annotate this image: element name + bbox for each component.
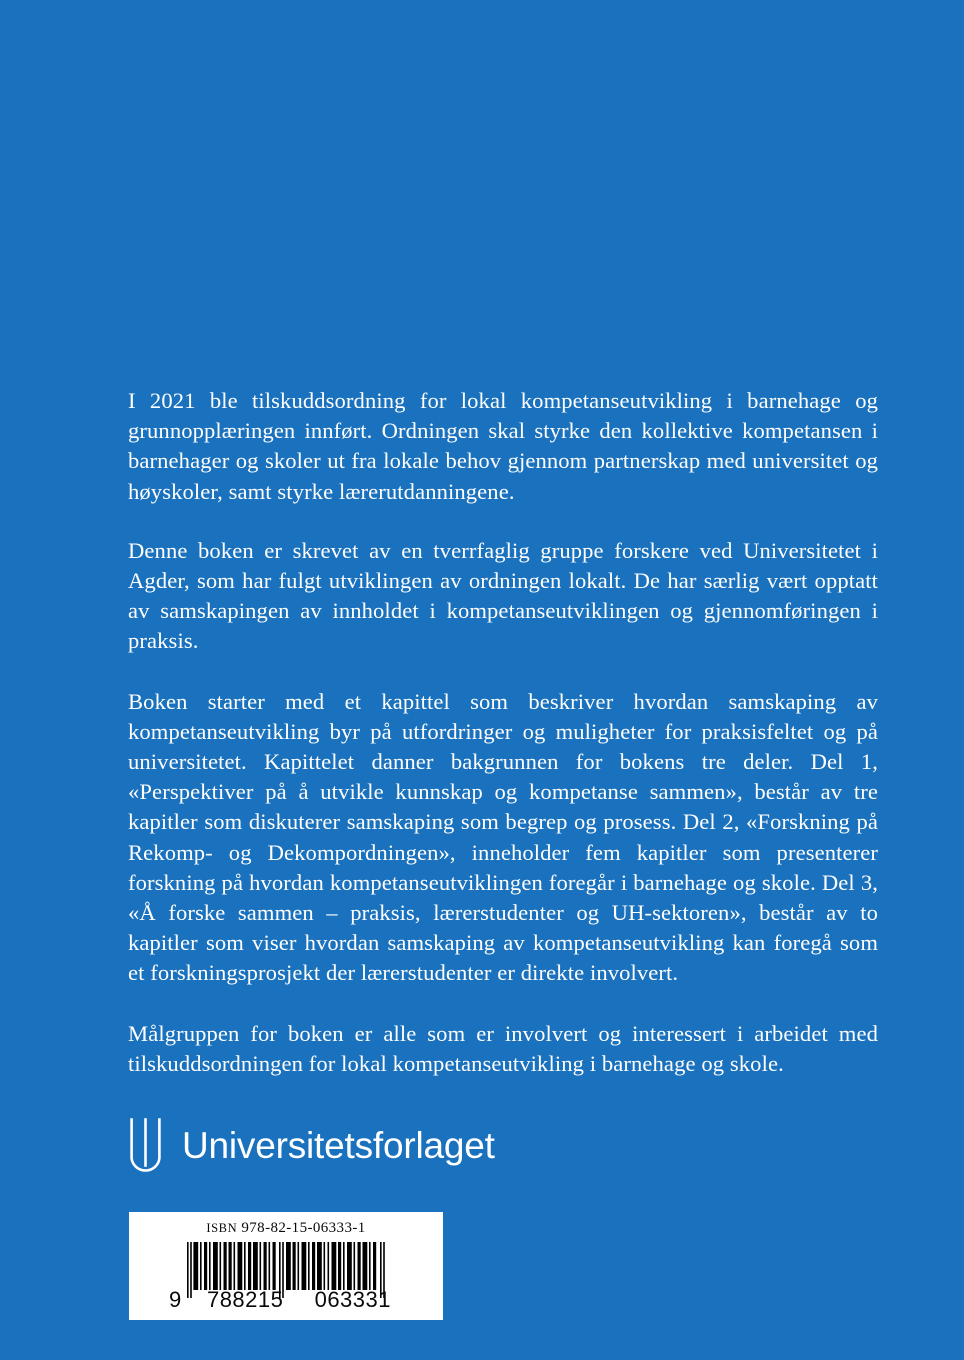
universitetsforlaget-u-mark-icon <box>129 1118 162 1172</box>
blurb-paragraph-audience: Målgruppen for boken er alle som er involvert og interessert i arbeidet med tilskuddsordningen for lokal kompetanseutvikling i barnehage og skole. <box>128 1020 878 1076</box>
publisher-logo <box>129 1118 495 1172</box>
barcode-digit-lead: 9 <box>169 1287 182 1312</box>
publisher-name: Universitetsforlaget <box>182 1124 495 1166</box>
isbn-line <box>129 1220 443 1237</box>
isbn-label: ISBN <box>206 1221 238 1235</box>
blurb-paragraph-structure: Boken starter med et kapittel som beskriver hvordan samskaping av kompetanseutvikling byr på utfordringer og muligheter for praksisfeltet og på universitetet. Kapittelet danner bakgrunnen for bokens tre deler. Del 1, «Perspektiver på å utvikle kunnskap og kompetanse sammen», består av tre kapitler som diskuterer samskaping som begrep og prosess. Del 2, «Forskning på Rekomp- og Dekompordningen», inneholder fem kapitler som presenterer forskning på hvordan kompetanseutviklingen foregår i barnehage og skole. Del 3, «Å forske sammen – praksis, lærerstudenter og UH-sektoren», består av to kapitler som viser hvordan samskaping av kompetanseutvikling kan foregå som et forskningsprosjekt der lærerstudenter er direkte involvert. <box>128 688 878 986</box>
barcode-block <box>129 1212 443 1320</box>
isbn-number: 978-82-15-06333-1 <box>241 1220 366 1236</box>
barcode-digits-right-group: 063331 <box>314 1287 391 1312</box>
blurb-text-block <box>128 386 878 1079</box>
barcode-digits <box>169 1287 403 1313</box>
blurb-paragraph-intro: I 2021 ble tilskuddsordning for lokal kompetanseutvikling i barnehage og grunnopplæringen innført. Ordningen skal styrke den kollektive kompetansen i barnehager og skoler ut fra lokale behov gjennom partnerskap med universitet og høyskoler, samt styrke lærerutdanningene. <box>128 388 878 504</box>
barcode-digits-left-group: 788215 <box>206 1287 284 1312</box>
blurb-paragraph-authors: Denne boken er skrevet av en tverrfaglig gruppe forskere ved Universitetet i Agder, som har fulgt utviklingen av ordningen lokalt. De har særlig vært opptatt av samskapingen av innholdet i kompetanseutviklingen og gjennomføringen i praksis. <box>128 537 878 654</box>
